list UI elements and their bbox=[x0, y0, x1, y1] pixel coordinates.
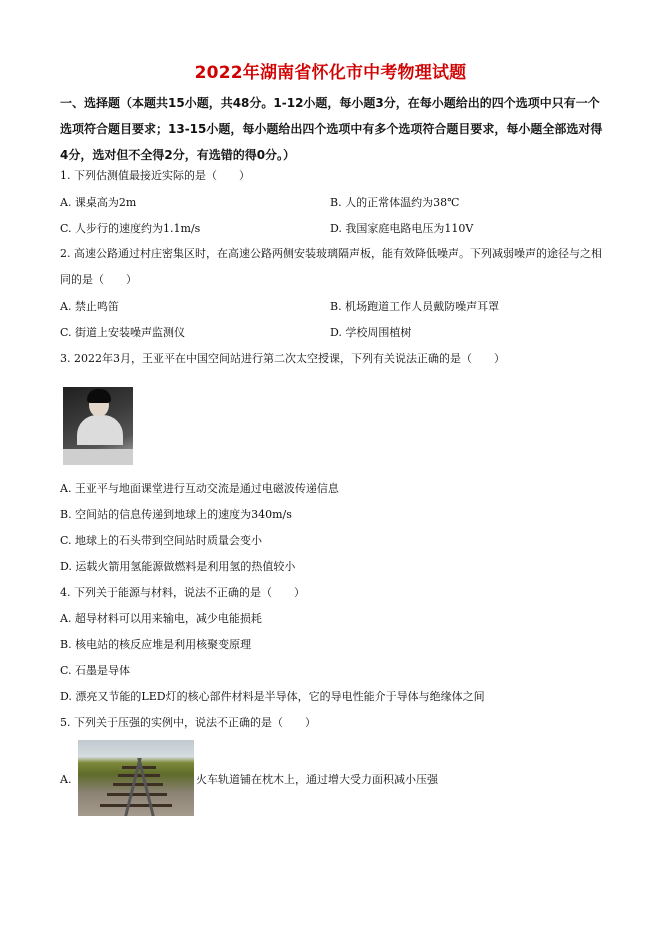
q1-option-b: B. 人的正常体温约为38℃ bbox=[330, 196, 460, 209]
q3-option-a: A. 王亚平与地面课堂进行互动交流是通过电磁波传递信息 bbox=[60, 482, 339, 495]
q5-stem: 5. 下列关于压强的实例中，说法不正确的是（ ） bbox=[60, 716, 316, 729]
q3-option-b: B. 空间站的信息传递到地球上的速度为340m/s bbox=[60, 508, 292, 521]
section-header: 一、选择题（本题共15小题，共48分。1-12小题，每小题3分，在每小题给出的四个选项中只有一个选项符合题目要求；13-15小题，每小题给出四个选项中有多个选项符合题目要求，每小题全部选对得4分，选对但不全得2分，有选错的得0分。） bbox=[60, 96, 603, 162]
q2-option-d: D. 学校周围植树 bbox=[330, 326, 412, 339]
q1-option-d: D. 我国家庭电路电压为110V bbox=[330, 222, 474, 235]
q2-option-b: B. 机场跑道工作人员戴防噪声耳罩 bbox=[330, 300, 500, 313]
q2-stem: 2. 高速公路通过村庄密集区时，在高速公路两侧安装玻璃隔声板，能有效降低噪声。下列减弱噪声的途径与之相同的是（ ） bbox=[60, 247, 602, 286]
q1-option-c: C. 人步行的速度约为1.1m/s bbox=[60, 222, 201, 235]
q3-stem: 3. 2022年3月，王亚平在中国空间站进行第二次太空授课，下列有关说法正确的是（ ） bbox=[60, 352, 505, 365]
q5-option-a-letter: A. bbox=[60, 773, 72, 786]
railway-track-photo bbox=[78, 740, 194, 816]
q1-option-a: A. 课桌高为2m bbox=[60, 196, 137, 209]
q4-option-c: C. 石墨是导体 bbox=[60, 664, 131, 677]
q2-option-c: C. 街道上安装噪声监测仪 bbox=[60, 326, 186, 339]
q3-option-c: C. 地球上的石头带到空间站时质量会变小 bbox=[60, 534, 263, 547]
space-lesson-photo bbox=[63, 387, 133, 465]
q5-option-a-text: 火车轨道铺在枕木上，通过增大受力面积减小压强 bbox=[196, 773, 438, 786]
q4-option-b: B. 核电站的核反应堆是利用核聚变原理 bbox=[60, 638, 252, 651]
q2-option-a: A. 禁止鸣笛 bbox=[60, 300, 119, 313]
q3-option-d: D. 运载火箭用氢能源做燃料是利用氢的热值较小 bbox=[60, 560, 296, 573]
page-title: 2022年湖南省怀化市中考物理试题 bbox=[194, 63, 467, 83]
q4-option-a: A. 超导材料可以用来输电，减少电能损耗 bbox=[60, 612, 262, 625]
q4-stem: 4. 下列关于能源与材料，说法不正确的是（ ） bbox=[60, 586, 305, 599]
q1-stem: 1. 下列估测值最接近实际的是（ ） bbox=[60, 169, 250, 182]
q4-option-d: D. 漂亮又节能的LED灯的核心部件材料是半导体，它的导电性能介于导体与绝缘体之间 bbox=[60, 690, 485, 703]
